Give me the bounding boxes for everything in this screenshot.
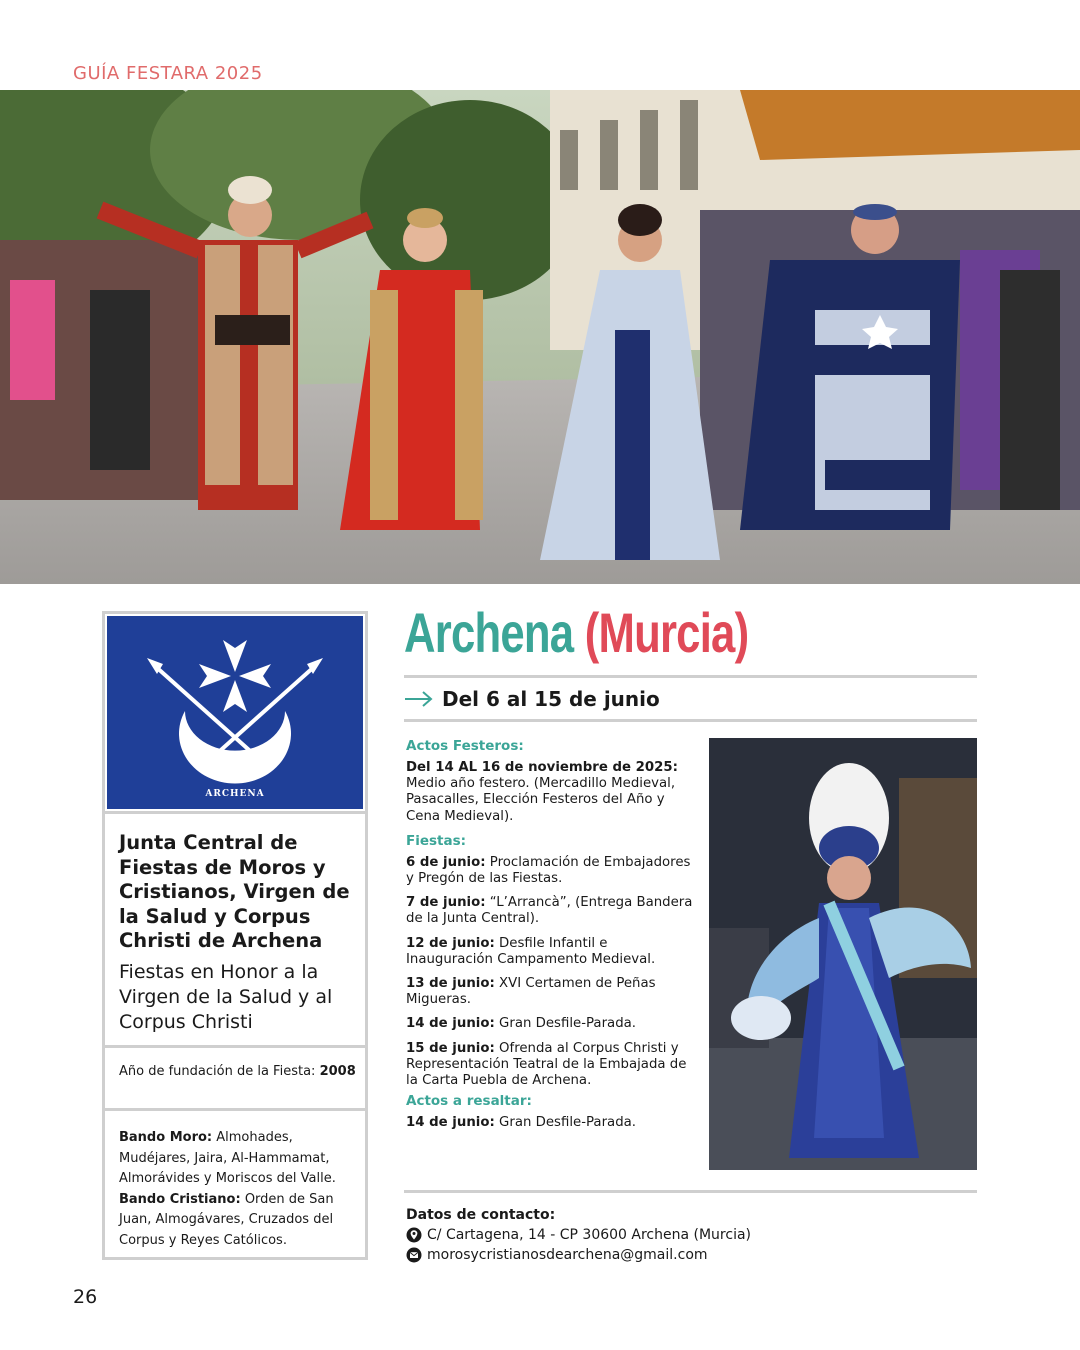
cross-crescent-emblem-icon — [107, 616, 363, 809]
program-item — [406, 976, 696, 1008]
town-name: Archena — [404, 601, 574, 664]
founding-info — [119, 1064, 359, 1080]
program — [406, 738, 696, 1139]
dates-line — [404, 683, 660, 715]
page-number: 26 — [73, 1286, 98, 1308]
bando-moro-text: Almohades, Mudéjares, Jaira, Al-Hammamat, Almorávides y Moriscos del Valle. — [119, 1130, 336, 1186]
program-item — [406, 936, 696, 968]
association-logo — [102, 611, 368, 814]
program-item — [406, 760, 696, 825]
founding-label: Año de fundación de la Fiesta: — [119, 1064, 316, 1079]
logo-caption: ARCHENA — [205, 789, 265, 799]
program-item-text: Desfile Infantil e Inauguración Campamento Medieval. — [406, 935, 656, 967]
program-item-date: 12 de junio: — [406, 935, 495, 951]
program-item — [406, 1041, 696, 1090]
guide-title: GUÍA FESTARA 2025 — [73, 63, 263, 84]
town-heading — [404, 600, 748, 665]
program-item-date: 14 de junio: — [406, 1016, 495, 1032]
association-name: Junta Central de Fiestas de Moros y Cristianos, Virgen de la Salud y Corpus Christi de Archena — [119, 831, 350, 952]
contact-title: Datos de contacto: — [406, 1207, 556, 1223]
contact-info — [406, 1205, 966, 1265]
association-info-box — [102, 811, 368, 1260]
program-item-text: “L’Arrancà”, (Entrega Bandera de la Junta Central). — [406, 895, 693, 927]
program-item — [406, 855, 696, 887]
program-item-date: 15 de junio: — [406, 1040, 495, 1056]
contact-address-text: C/ Cartagena, 14 - CP 30600 Archena (Murcia) — [427, 1227, 751, 1243]
envelope-icon — [406, 1247, 422, 1263]
actos-resaltar-title: Actos a resaltar: — [406, 1093, 532, 1110]
program-item — [406, 1115, 696, 1131]
program-item-date: Del 14 AL 16 de noviembre de 2025: — [406, 760, 678, 775]
bando-moro-label: Bando Moro: — [119, 1130, 213, 1145]
program-item-text: Gran Desfile-Parada. — [499, 1016, 637, 1032]
contact-rule — [404, 1190, 977, 1193]
program-item-text: Ofrenda al Corpus Christi y Representación Teatral de la Embajada de la Carta Puebla de Archena. — [406, 1040, 687, 1089]
program-item-date: 6 de junio: — [406, 854, 486, 870]
bandos-list — [119, 1128, 359, 1251]
actos-festeros-title: Actos Festeros: — [406, 738, 524, 754]
fiestas-title: Fiestas: — [406, 832, 467, 849]
program-item — [406, 895, 696, 927]
location-pin-icon — [406, 1227, 422, 1243]
bando-cristiano-text: Orden de San Juan, Almogávares, Cruzados del Corpus y Reyes Católicos. — [119, 1191, 334, 1248]
program-item-date: 7 de junio: — [406, 895, 486, 911]
festival-dates: Del 6 al 15 de junio — [442, 687, 660, 711]
founding-year: 2008 — [319, 1064, 356, 1079]
divider — [105, 1108, 365, 1111]
program-item-text: Gran Desfile-Parada. — [499, 1115, 637, 1131]
contact-address — [406, 1225, 966, 1245]
hero-parade-photo — [0, 90, 1080, 584]
town-region: (Murcia) — [584, 601, 749, 664]
program-item-date: 14 de junio: — [406, 1115, 495, 1131]
festival-name: Fiestas en Honor a la Virgen de la Salud y al Corpus Christi — [119, 961, 333, 1033]
bando-cristiano — [119, 1190, 359, 1252]
bando-moro — [119, 1128, 359, 1190]
contact-email[interactable] — [406, 1245, 966, 1265]
program-item-text: XVI Certamen de Peñas Migueras. — [406, 976, 656, 1008]
program-item-text: Medio año festero. (Mercadillo Medieval, Pasacalles, Elección Festeros del Año y Cena Medieval). — [406, 776, 676, 824]
bando-cristiano-label: Bando Cristiano: — [119, 1191, 241, 1207]
costume-photo — [709, 738, 977, 1170]
divider — [105, 1045, 365, 1048]
dates-rule — [404, 719, 977, 722]
program-item-date: 13 de junio: — [406, 976, 495, 992]
program-item — [406, 1016, 696, 1032]
arrow-right-icon — [404, 690, 434, 708]
program-item-text: Proclamación de Embajadores y Pregón de las Fiestas. — [406, 854, 691, 887]
contact-email-link[interactable]: morosycristianosdearchena@gmail.com — [427, 1247, 708, 1263]
heading-rule — [404, 675, 977, 678]
